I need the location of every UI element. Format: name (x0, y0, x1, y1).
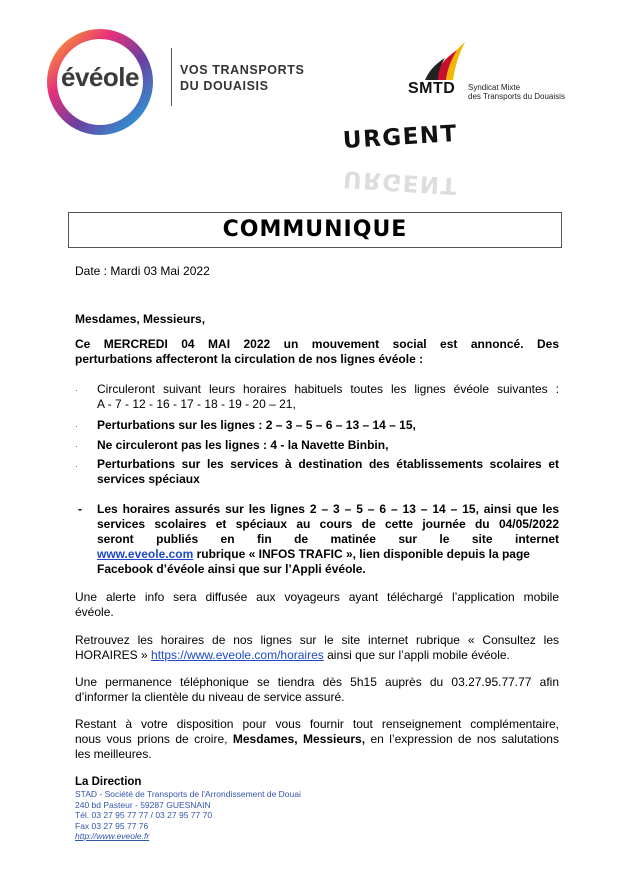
horaires-link[interactable]: https://www.eveole.com/horaires (151, 648, 324, 662)
signature-address: 240 bd Pasteur - 59287 GUESNAIN (75, 799, 211, 810)
schedule-line-4 (97, 547, 559, 562)
bullet-disrupted-lines (97, 418, 559, 433)
alert-line-2: évéole. (75, 605, 114, 619)
signature-fax: Fax 03 27 95 77 76 (75, 820, 149, 831)
urgent-stamp: URGENT (342, 121, 459, 154)
signature-phone: Tél. 03 27 95 77 77 / 03 27 95 77 70 (75, 810, 213, 820)
partner-acronym: SMTD (408, 80, 456, 97)
closing-line-2-prefix: nous vous prions de croire, (75, 732, 233, 746)
partner-full-name (468, 83, 565, 101)
alert-paragraph (75, 590, 559, 620)
tagline-line-2: DU DOUAISIS (180, 79, 269, 93)
intro-line-2: perturbations affecteront la circulation de nos lignes évéole : (75, 352, 424, 366)
partner-line-1: Syndicat Mixte (468, 83, 521, 92)
closing-line-1: Restant à votre disposition pour vous fournir tout renseignement complémentaire, (75, 717, 559, 731)
smtd-logo-icon (415, 40, 470, 82)
bullet-1-line-2: A - 7 - 12 - 16 - 17 - 18 - 19 - 20 – 21, (97, 397, 296, 411)
schedule-note (97, 502, 559, 577)
closing-line-2 (75, 732, 559, 747)
brand-tagline (180, 62, 304, 94)
partner-line-2: des Transports du Douaisis (468, 92, 565, 101)
bullet-4-line-2: services spéciaux (97, 472, 200, 486)
intro-line-1: Ce MERCREDI 04 MAI 2022 un mouvement social est annoncé. Des (75, 337, 559, 351)
bullet-cancelled-lines (97, 438, 559, 453)
bullet-4-line-1: Perturbations sur les services à destination des établissements scolaires et (97, 457, 559, 471)
signature-company: STAD - Société de Transports de l'Arrondissement de Douai (75, 789, 301, 799)
schedules-line-2-suffix: ainsi que sur l’appli mobile évéole. (323, 648, 510, 662)
bullet-3-line-1: Ne circuleront pas les lignes : 4 - la Navette Binbin, (97, 438, 389, 452)
schedule-line-5: Facebook d’évéole ainsi que sur l’Appli évéole. (97, 562, 366, 576)
hotline-line-2: d’informer la clientèle du niveau de service assuré. (75, 690, 345, 704)
bullet-2-line-1: Perturbations sur les lignes : 2 – 3 – 5 – 6 – 13 – 14 – 15, (97, 418, 416, 432)
bullet-marker: · (75, 421, 78, 431)
schedules-line-2-prefix: HORAIRES » (75, 648, 152, 662)
schedule-line-3: seront publiés en fin de matinée sur le site internet (97, 532, 559, 546)
closing-line-3: les meilleures. (75, 747, 152, 761)
signature-heading: La Direction (75, 776, 142, 788)
schedules-line-2 (75, 648, 559, 663)
schedules-line-1: Retrouvez les horaires de nos lignes sur le site internet rubrique « Consultez les (75, 633, 559, 647)
signature-website-link[interactable]: http://www.eveole.fr (75, 831, 150, 841)
page-title: COMMUNIQUE (222, 217, 408, 242)
schedule-line-2: services scolaires et spéciaux au cours de cette journée du 04/05/2022 (97, 517, 559, 531)
bullet-running-lines (97, 382, 559, 412)
tagline-line-1: VOS TRANSPORTS (180, 63, 305, 77)
header-divider (171, 48, 172, 106)
signature-block (75, 789, 301, 842)
bullet-marker: · (75, 461, 78, 471)
schedule-line-4-rest: rubrique « INFOS TRAFIC », lien disponible depuis la page (193, 547, 530, 561)
hotline-paragraph (75, 675, 559, 705)
bullet-marker: · (75, 385, 78, 395)
closing-line-2-suffix: en l’expression de nos salutations (365, 732, 559, 746)
closing-paragraph (75, 717, 559, 762)
hotline-line-1: Une permanence téléphonique se tiendra dès 5h15 auprès du 03.27.95.77.77 afin (75, 675, 559, 689)
greeting: Mesdames, Messieurs, (75, 312, 206, 326)
bullet-marker: · (75, 441, 78, 451)
closing-line-2-bold: Mesdames, Messieurs, (232, 732, 366, 746)
bullet-school-services (97, 457, 559, 487)
date-line: Date : Mardi 03 Mai 2022 (75, 264, 210, 278)
schedules-paragraph (75, 633, 559, 663)
brand-wordmark: évéole (61, 62, 139, 92)
urgent-stamp-reflection: URGENT (342, 165, 459, 199)
schedule-dash: - (78, 502, 82, 516)
alert-line-1: Une alerte info sera diffusée aux voyageurs ayant téléchargé l’application mobile (75, 590, 559, 604)
eveole-website-link[interactable]: www.eveole.com (97, 547, 194, 561)
title-box (68, 212, 562, 248)
intro-paragraph (75, 337, 559, 367)
bullet-1-line-1: Circuleront suivant leurs horaires habituels toutes les lignes évéole suivantes : (97, 382, 559, 396)
schedule-line-1: Les horaires assurés sur les lignes 2 – 3 – 5 – 6 – 13 – 14 – 15, ainsi que les (97, 502, 559, 516)
